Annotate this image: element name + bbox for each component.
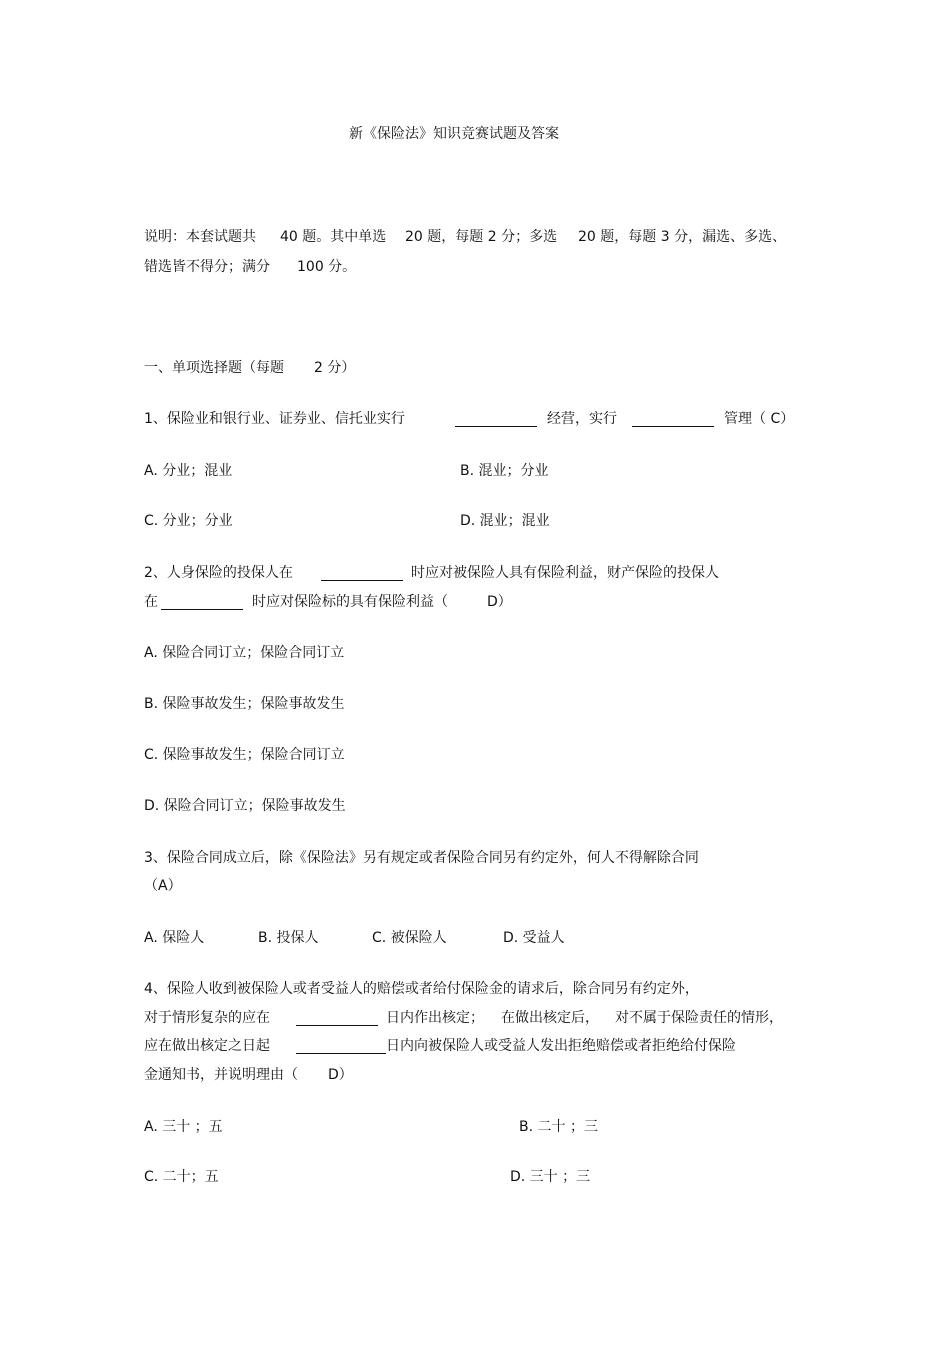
q3-option-a: A. 保险人 [144,930,205,946]
q4-text-1: 4、保险人收到被保险人或者受益人的赔偿或者给付保险金的请求后，除合同另有约定外， [144,981,699,997]
intro-text-1c: 20 题，每题 2 分；多选 [405,229,558,245]
q1-option-c: C. 分业；分业 [144,513,233,529]
q2-option-c: C. 保险事故发生；保险合同订立 [144,747,345,763]
q4-option-b: B. 二十 ；三 [519,1119,598,1135]
q4-text-2a: 对于情形复杂的应在 [144,1010,270,1026]
q1-blank-1 [455,414,537,427]
q3-option-b: B. 投保人 [258,930,319,946]
q4-text-3a: 应在做出核定之日起 [144,1038,270,1054]
q1-blank-2 [632,414,714,427]
intro-text-2b: 100 分。 [297,259,357,275]
q2-text-2a: 在 [144,594,158,610]
q3-option-d: D. 受益人 [503,930,565,946]
q4-option-c: C. 二十；五 [144,1169,219,1185]
q2-text-2b: 时应对保险标的具有保险利益（ [252,594,448,610]
q3-text-1: 3、保险合同成立后，除《保险法》另有规定或者保险合同另有约定外，何人不得解除合同 [144,850,699,866]
q2-option-b: B. 保险事故发生；保险事故发生 [144,696,345,712]
q1-text-a: 1、保险业和银行业、证券业、信托业实行 [144,411,405,427]
q2-option-a: A. 保险合同订立；保险合同订立 [144,645,345,661]
q4-blank-1 [296,1013,378,1026]
q4-text-4b: D） [328,1067,353,1083]
q2-text-2c: D） [487,594,512,610]
intro-text-1d: 20 题，每题 3 分，漏选、多选、 [578,229,787,245]
q1-option-b: B. 混业；分业 [460,463,549,479]
intro-text-1a: 说明：本套试题共 [144,229,256,245]
q4-text-4a: 金通知书，并说明理由（ [144,1067,298,1083]
q3-text-2: （A） [144,878,182,894]
q1-text-c: 管理（ C） [724,411,795,427]
q1-option-a: A. 分业；混业 [144,463,233,479]
q2-blank-2 [161,597,243,610]
q3-option-c: C. 被保险人 [372,930,447,946]
q2-text-1b: 时应对被保险人具有保险利益，财产保险的投保人 [411,565,719,581]
q4-option-a: A. 三十 ；五 [144,1119,223,1135]
q2-text-1a: 2、人身保险的投保人在 [144,565,293,581]
q2-option-d: D. 保险合同订立；保险事故发生 [144,798,346,814]
section-heading-a: 一、单项选择题（每题 [144,360,284,376]
q4-blank-2 [296,1041,386,1054]
q4-text-2b: 日内作出核定； [386,1010,484,1026]
intro-text-2a: 错选皆不得分；满分 [144,259,270,275]
section-heading-b: 2 分） [314,360,356,376]
q4-option-d: D. 三十 ；三 [510,1169,591,1185]
q4-text-2d: 对不属于保险责任的情形， [615,1010,783,1026]
q1-text-b: 经营，实行 [547,411,617,427]
document-title: 新《保险法》知识竞赛试题及答案 [349,126,559,142]
intro-text-1b: 40 题。其中单选 [280,229,387,245]
q4-text-2c: 在做出核定后， [501,1010,599,1026]
q4-text-3b: 日内向被保险人或受益人发出拒绝赔偿或者拒绝给付保险 [386,1038,736,1054]
q2-blank-1 [321,568,403,581]
q1-option-d: D. 混业；混业 [460,513,550,529]
